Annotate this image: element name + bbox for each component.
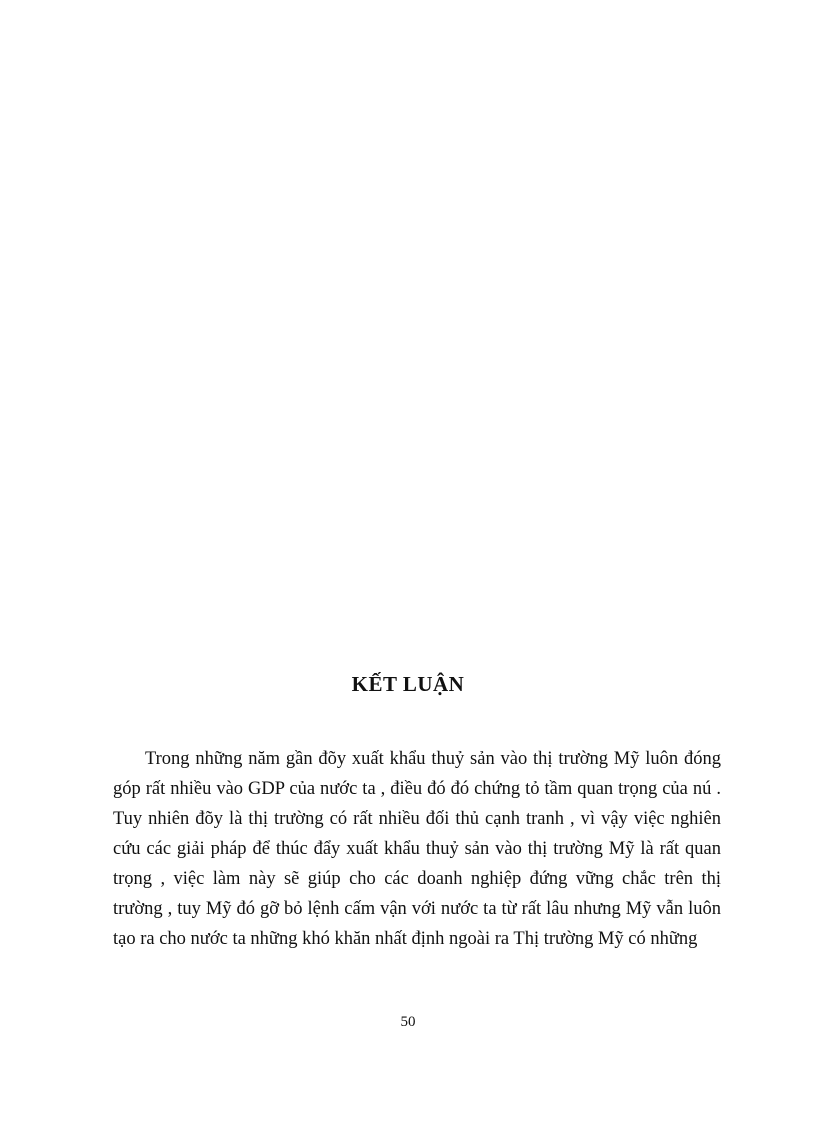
paragraph-line: Tuy nhiên đõy là thị trường có rất nhiều đối thủ cạnh tranh , vì vậy việc nghiên xyxy=(113,809,721,829)
paragraph-line: góp rất nhiều vào GDP của nước ta , điều đó đó chứng tỏ tầm quan trọng của nú . xyxy=(113,779,721,799)
conclusion-paragraph xyxy=(113,744,721,954)
page-number: 50 xyxy=(400,1014,416,1030)
paragraph-line: trọng , việc làm này sẽ giúp cho các doanh nghiệp đứng vững chắc trên thị xyxy=(113,869,721,889)
paragraph-line: tạo ra cho nước ta những khó khăn nhất định ngoài ra Thị trường Mỹ có những xyxy=(113,929,698,949)
paragraph-line: Trong những năm gần đõy xuất khẩu thuỷ sản vào thị trường Mỹ luôn đóng xyxy=(145,749,721,769)
paragraph-line: trường , tuy Mỹ đó gỡ bỏ lệnh cấm vận với nước ta từ rất lâu nhưng Mỹ vẫn luôn xyxy=(113,899,721,919)
paragraph-line: cứu các giải pháp để thúc đẩy xuất khẩu thuỷ sản vào thị trường Mỹ là rất quan xyxy=(113,839,721,859)
page-title: KẾT LUẬN xyxy=(351,672,465,696)
